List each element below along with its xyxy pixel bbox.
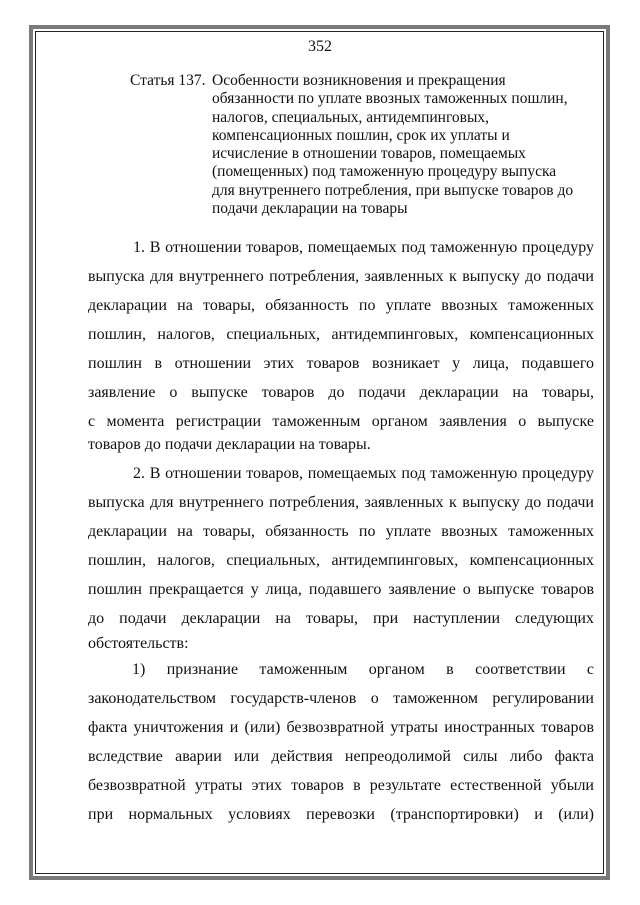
paragraph-2-line: 2. В отношении товаров, помещаемых под таможенную процедуру (133, 465, 594, 482)
paragraph-1-line: 1. В отношении товаров, помещаемых под таможенную процедуру (133, 239, 594, 256)
item-1-line: вследствие аварии или действия непреодолимой силы либо факта (88, 748, 594, 765)
paragraph-1-line: товаров до подачи декларации на товары. (88, 436, 371, 453)
page-number: 352 (308, 38, 332, 55)
paragraph-1-line: выпуска для внутреннего потребления, заявленных к выпуску до подачи (88, 268, 594, 285)
title-line: Особенности возникновения и прекращения (212, 72, 506, 89)
title-line: налогов, специальных, антидемпинговых, (212, 108, 490, 126)
item-1-line: законодательством государств-членов о таможенном регулировании (88, 690, 594, 707)
item-1-line: факта уничтожения и (или) безвозвратной утраты иностранных товаров (88, 719, 594, 736)
title-line: подачи декларации на товары (212, 200, 408, 218)
article-title (212, 72, 602, 218)
item-1-line: безвозвратной утраты этих товаров в результате естественной убыли (88, 777, 594, 794)
paragraph-1-line: пошлин в отношении этих товаров возникает у лица, подавшего (88, 355, 594, 372)
paragraph-1-line: пошлин, налогов, специальных, антидемпинговых, компенсационных (88, 326, 594, 343)
paragraph-2-line: пошлин прекращается у лица, подавшего заявление о выпуске товаров (88, 581, 594, 598)
paragraph-2-line: обстоятельств: (88, 635, 189, 652)
paragraph-2-line: пошлин, налогов, специальных, антидемпинговых, компенсационных (88, 552, 594, 569)
title-line: для внутреннего потребления, при выпуске товаров до (212, 181, 574, 199)
article-number: Статья 137. (130, 72, 206, 89)
item-1-line: при нормальных условиях перевозки (транспортировки) и (или) (88, 806, 594, 823)
paragraph-1-line: декларации на товары, обязанность по уплате ввозных таможенных (88, 297, 594, 314)
paragraph-2-line: декларации на товары, обязанность по уплате ввозных таможенных (88, 523, 594, 540)
title-line: обязанности по уплате ввозных таможенных пошлин, (212, 90, 568, 108)
item-1-line: 1) признание таможенным органом в соответствии с (132, 661, 594, 678)
title-line: компенсационных пошлин, срок их уплаты и (212, 126, 510, 144)
paragraph-2-line: выпуска для внутреннего потребления, заявленных к выпуску до подачи (88, 494, 594, 511)
paragraph-2-line: до подачи декларации на товары, при наступлении следующих (88, 610, 594, 627)
paragraph-1-line: с момента регистрации таможенным органом заявления о выпуске (88, 413, 594, 430)
paragraph-1-line: заявление о выпуске товаров до подачи декларации на товары, (88, 384, 594, 401)
title-line: исчисление в отношении товаров, помещаемых (212, 145, 526, 163)
title-line: (помещенных) под таможенную процедуру выпуска (212, 163, 557, 181)
